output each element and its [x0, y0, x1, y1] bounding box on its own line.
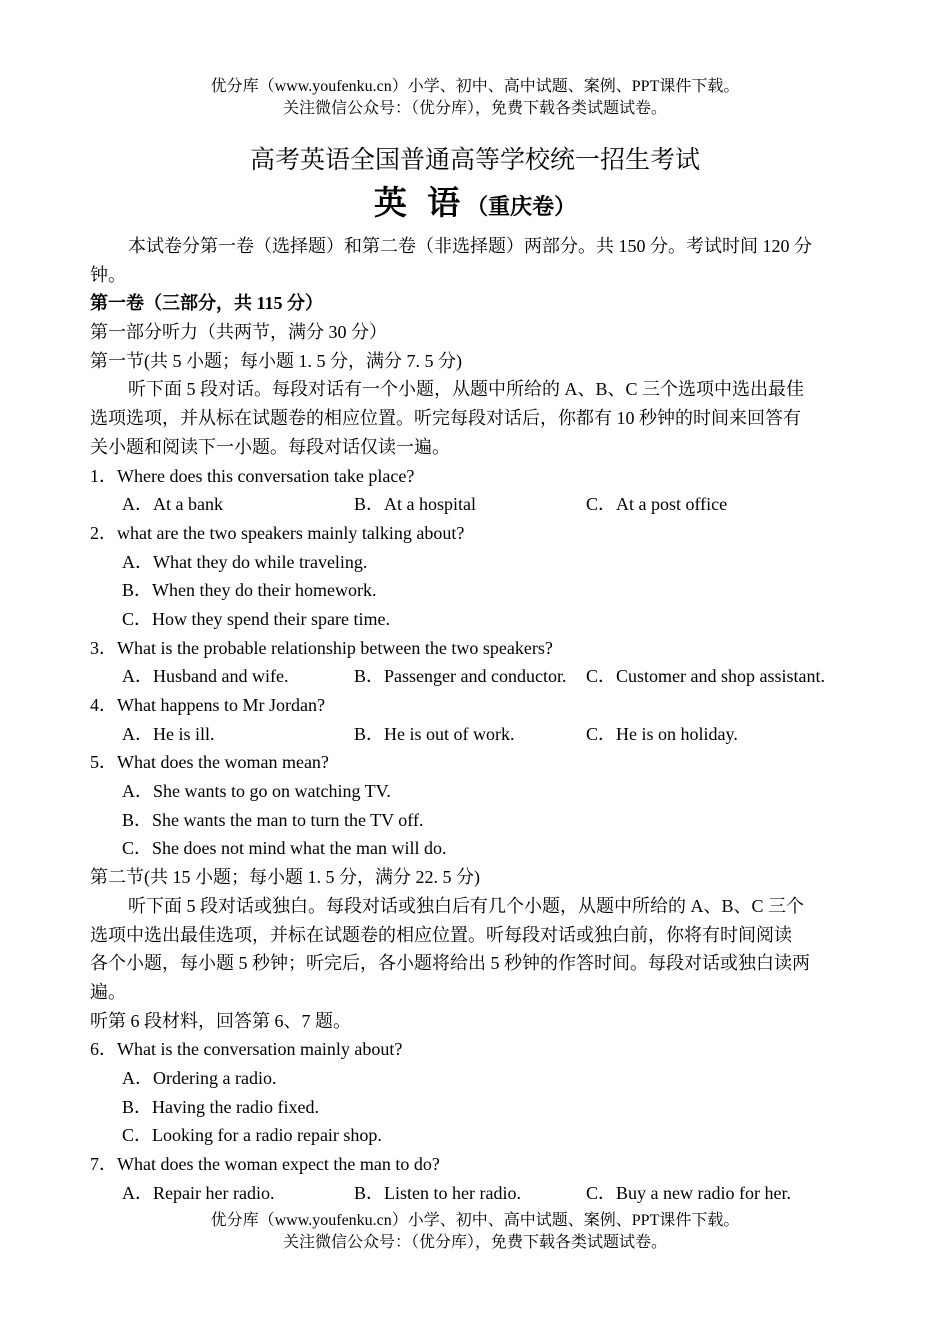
header-line-2: 关注微信公众号：（优分库），免费下载各类试题试卷。 [282, 100, 667, 117]
volume-heading: 第一卷（三部分，共 115 分） [90, 293, 324, 314]
option-c: C．He is on holiday. [586, 723, 738, 744]
footer-line-1: 优分库（www.youfenku.cn）小学、初中、高中试题、案例、PPT课件下载。 [210, 1212, 740, 1229]
question-4-options [90, 720, 861, 749]
section2-instruction: 听下面 5 段对话或独白。每段对话或独白后有几个小题，从题中所给的 A、B、C 三个 [128, 895, 805, 916]
exam-title-main: 英 语 [373, 186, 467, 222]
section1-heading: 第一节(共 5 小题；每小题 1. 5 分，满分 7. 5 分) [90, 350, 462, 371]
question-6-option-c [90, 1121, 861, 1150]
option-a: A．He is ill. [122, 723, 215, 744]
page-footer [0, 1210, 950, 1254]
option-a: A．She wants to go on watching TV. [122, 781, 391, 802]
section2-heading: 第二节(共 15 小题；每小题 1. 5 分，满分 22. 5 分) [90, 867, 480, 888]
option-c: C．How they spend their spare time. [122, 608, 390, 629]
question-7-stem: 7．What does the woman expect the man to do? [90, 1154, 440, 1174]
question-1-options [90, 490, 861, 519]
section2-instruction: 遍。 [90, 981, 126, 1002]
option-c: C．Buy a new radio for her. [586, 1182, 791, 1203]
part-heading: 第一部分听力（共两节，满分 30 分） [90, 322, 387, 343]
option-c: C．She does not mind what the man will do. [122, 838, 447, 859]
section1-instruction: 选项选项，并从标在试题卷的相应位置。听完每段对话后，你都有 10 秒钟的时间来回答有 [90, 408, 801, 429]
section2-instruction: 各个小题，每小题 5 秒钟；听完后，各小题将给出 5 秒钟的作答时间。每段对话或独白读两 [90, 953, 810, 974]
option-b: B．She wants the man to turn the TV off. [122, 809, 424, 830]
option-a: A．Husband and wife. [122, 666, 289, 687]
option-b: B．Passenger and conductor. [354, 666, 567, 687]
option-c: C．At a post office [586, 494, 728, 515]
option-a: A．What they do while traveling. [122, 551, 368, 572]
intro-line: 本试卷分第一卷（选择题）和第二卷（非选择题）两部分。共 150 分。考试时间 120 分 [128, 236, 812, 256]
question-5-option-b [90, 806, 861, 835]
question-5-stem: 5．What does the woman mean? [90, 752, 329, 773]
page-header [0, 76, 950, 120]
question-1-stem: 1．Where does this conversation take place? [90, 465, 415, 486]
option-b: B．At a hospital [354, 494, 476, 515]
footer-line-2: 关注微信公众号：（优分库），免费下载各类试题试卷。 [282, 1234, 667, 1251]
section2-instruction: 选项中选出最佳选项，并标在试题卷的相应位置。听每段对话或独白前，你将有时间阅读 [90, 924, 792, 945]
question-2-option-b [90, 576, 861, 605]
option-c: C．Looking for a radio repair shop. [122, 1125, 382, 1146]
question-3-stem: 3．What is the probable relationship between the two speakers? [90, 637, 553, 658]
section1-instruction: 关小题和阅读下一小题。每段对话仅读一遍。 [90, 436, 450, 457]
option-b: B．Listen to her radio. [354, 1182, 521, 1203]
question-4-stem: 4．What happens to Mr Jordan? [90, 695, 325, 715]
question-6-stem: 6．What is the conversation mainly about? [90, 1039, 403, 1060]
intro-line: 钟。 [90, 264, 126, 285]
question-7-options [90, 1179, 861, 1208]
option-a: A．At a bank [122, 494, 223, 515]
question-6-option-a [90, 1064, 861, 1093]
exam-content [90, 232, 861, 1207]
option-b: B．He is out of work. [354, 723, 515, 744]
question-6-option-b [90, 1093, 861, 1122]
exam-title [0, 184, 950, 228]
question-2-stem: 2．what are the two speakers mainly talking about? [90, 522, 465, 543]
question-2-option-c [90, 605, 861, 634]
option-a: A．Repair her radio. [122, 1182, 275, 1203]
section1-instruction: 听下面 5 段对话。每段对话有一个小题，从题中所给的 A、B、C 三个选项中选出最佳 [128, 379, 805, 400]
material-6-heading: 听第 6 段材料，回答第 6、7 题。 [90, 1010, 351, 1031]
question-2-option-a [90, 548, 861, 577]
exam-title-volume: （重庆卷） [466, 194, 577, 219]
option-b: B．When they do their homework. [122, 580, 377, 601]
option-b: B．Having the radio fixed. [122, 1096, 319, 1117]
question-5-option-c [90, 834, 861, 863]
header-line-1: 优分库（www.youfenku.cn）小学、初中、高中试题、案例、PPT课件下载。 [210, 78, 740, 95]
question-5-option-a [90, 777, 861, 806]
option-c: C．Customer and shop assistant. [586, 666, 825, 687]
question-3-options [90, 662, 861, 691]
exam-subtitle: 高考英语全国普通高等学校统一招生考试 [249, 147, 700, 174]
option-a: A．Ordering a radio. [122, 1067, 277, 1088]
